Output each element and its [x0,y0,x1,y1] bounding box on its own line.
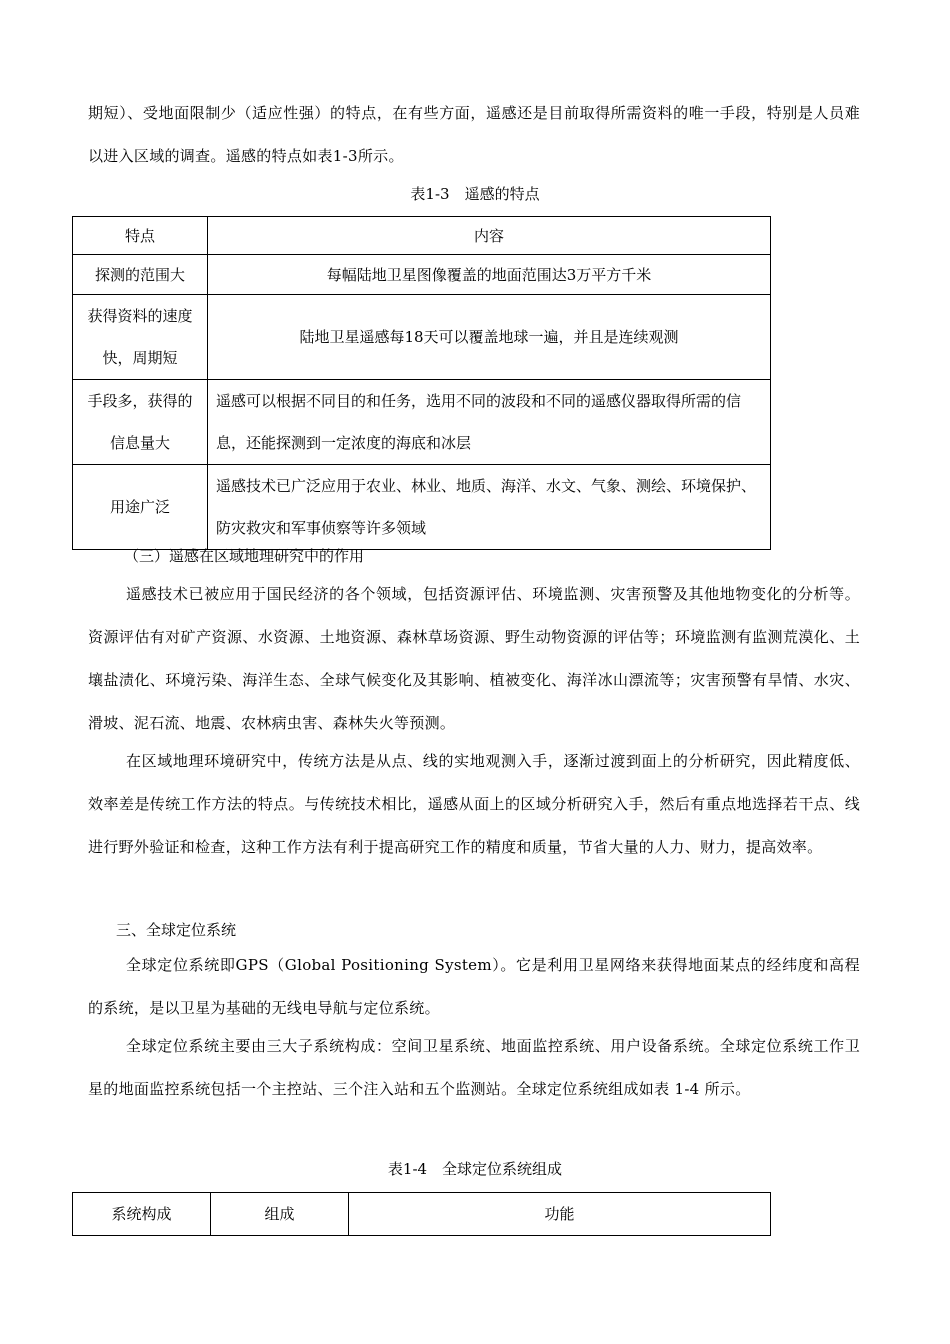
subsection-heading: （三）遥感在区域地理研究中的作用 [124,547,365,565]
table-1-3-caption: 表1-3 遥感的特点 [410,185,540,203]
paragraph-gps-definition: 全球定位系统即GPS（Global Positioning System）。它是利用卫星网络来获得地面某点的经纬度和高程的系统，是以卫星为基础的无线电导航与定位系统。 [88,956,860,1017]
content-cell: 每幅陆地卫星图像覆盖的地面范围达3万平方千米 [208,255,771,295]
paragraph-remote-sensing-intro: 期短）、受地面限制少（适应性强）的特点，在有些方面，遥感还是目前取得所需资料的唯一手段，特别是人员难以进入区域的调查。遥感的特点如表1-3所示。 [88,104,860,165]
table-row [73,465,771,550]
header-cell: 功能 [349,1193,771,1236]
header-cell: 内容 [208,217,771,255]
paragraph-gps-components: 全球定位系统主要由三大子系统构成：空间卫星系统、地面监控系统、用户设备系统。全球定位系统工作卫星的地面监控系统包括一个主控站、三个注入站和五个监测站。全球定位系统组成如表 1-4 所示。 [88,1037,860,1098]
header-cell: 组成 [211,1193,349,1236]
table-header-row [73,217,771,255]
feature-cell: 获得资料的速度快，周期短 [73,295,208,380]
paragraph-regional-research: 在区域地理环境研究中，传统方法是从点、线的实地观测入手，逐渐过渡到面上的分析研究，因此精度低、效率差是传统工作方法的特点。与传统技术相比，遥感从面上的区域分析研究入手，然后有重点地选择若干点、线进行野外验证和检查，这种工作方法有利于提高研究工作的精度和质量，节省大量的人力、财力，提高效率。 [88,752,860,856]
header-cell: 系统构成 [73,1193,211,1236]
table-header-row [73,1193,771,1236]
header-cell: 特点 [73,217,208,255]
section-heading: 三、全球定位系统 [116,921,237,939]
feature-cell: 手段多，获得的信息量大 [73,380,208,465]
table-1-4-caption: 表1-4 全球定位系统组成 [387,1160,563,1178]
table-1-3 [72,216,771,550]
paragraph-applications: 遥感技术已被应用于国民经济的各个领域，包括资源评估、环境监测、灾害预警及其他地物变化的分析等。资源评估有对矿产资源、水资源、土地资源、森林草场资源、野生动物资源的评估等；环境监测有监测荒漠化、土壤盐渍化、环境污染、海洋生态、全球气候变化及其影响、植被变化、海洋冰山漂流等；灾害预警有旱情、水灾、滑坡、泥石流、地震、农林病虫害、森林失火等预测。 [88,585,860,732]
feature-cell: 探测的范围大 [73,255,208,295]
content-cell: 遥感技术已广泛应用于农业、林业、地质、海洋、水文、气象、测绘、环境保护、防灾救灾和军事侦察等许多领域 [208,465,771,550]
content-cell: 遥感可以根据不同目的和任务，选用不同的波段和不同的遥感仪器取得所需的信息，还能探测到一定浓度的海底和冰层 [208,380,771,465]
table-row [73,295,771,380]
table-row [73,255,771,295]
table-row [73,380,771,465]
content-cell: 陆地卫星遥感每18天可以覆盖地球一遍，并且是连续观测 [208,295,771,380]
table-1-4 [72,1192,771,1236]
feature-cell: 用途广泛 [73,465,208,550]
